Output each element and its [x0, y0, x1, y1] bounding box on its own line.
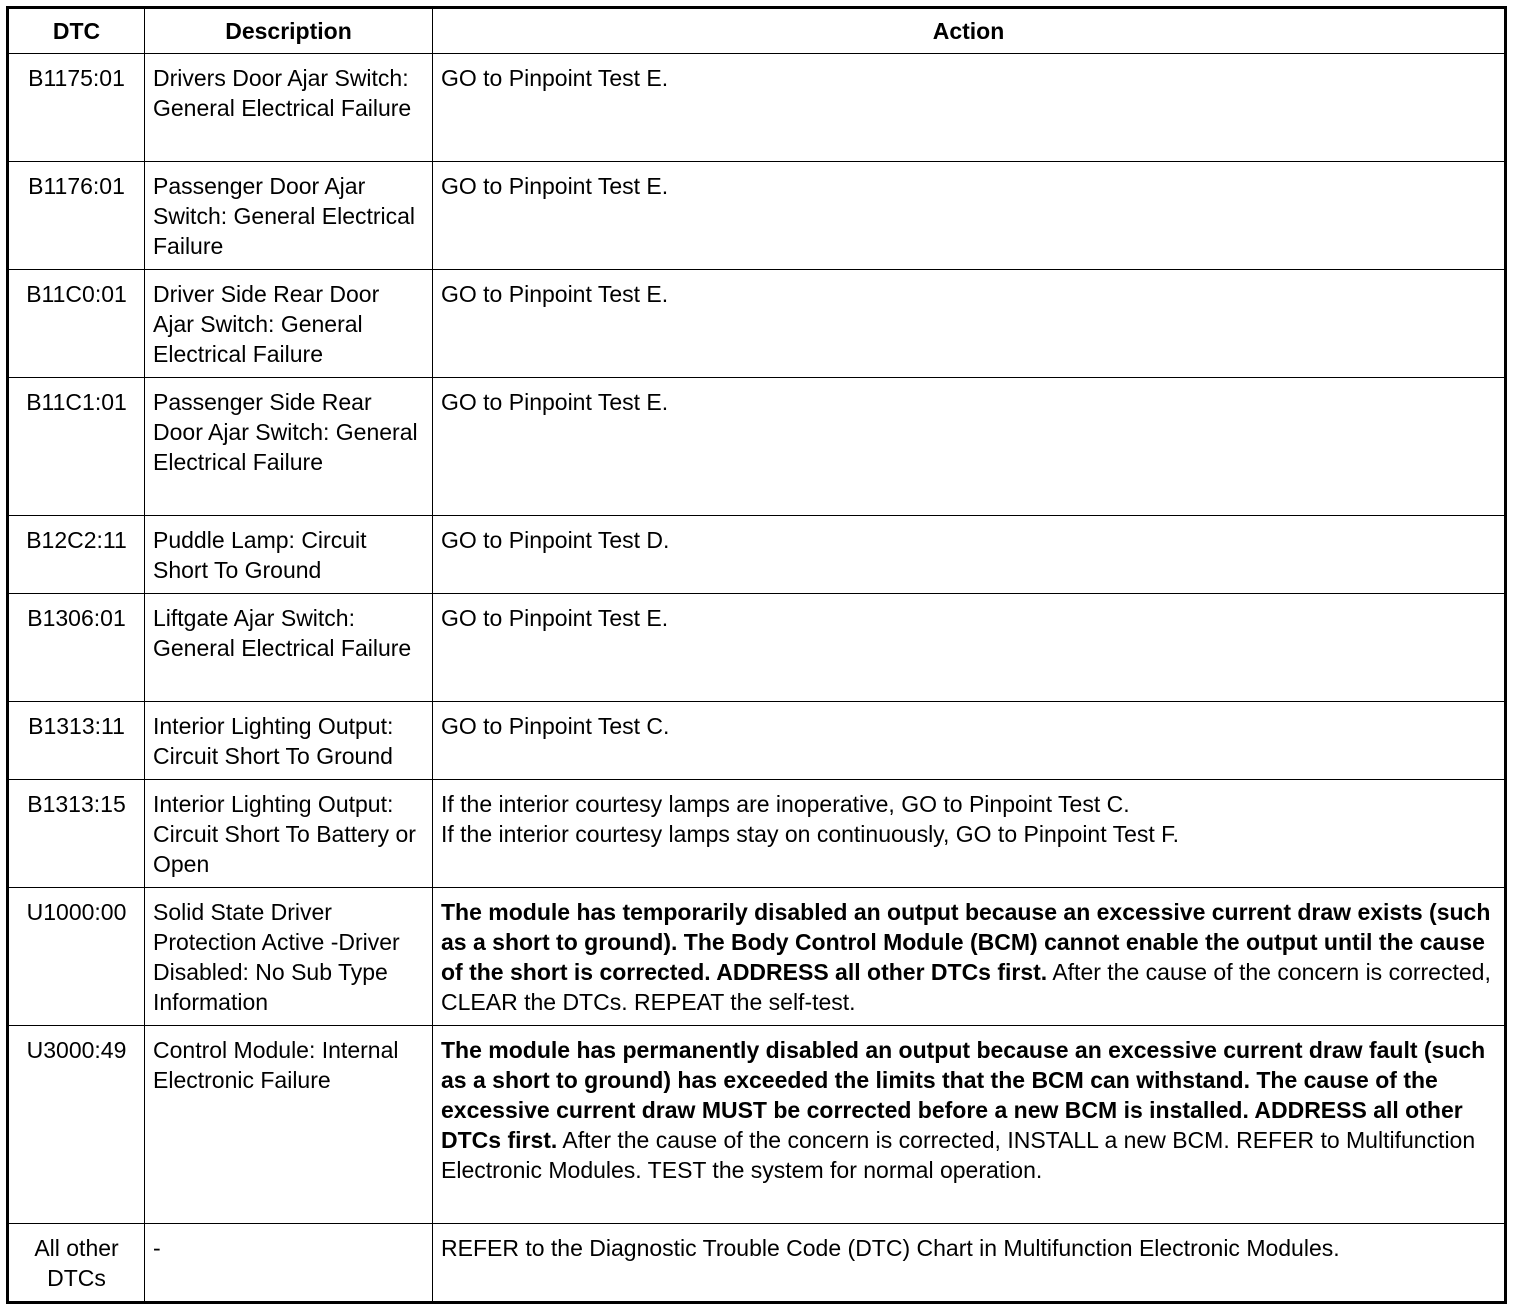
description-cell: Passenger Side Rear Door Ajar Switch: General Electrical Failure	[145, 378, 433, 516]
action-text: GO to Pinpoint Test E.	[441, 65, 669, 91]
description-cell: Control Module: Internal Electronic Failure	[145, 1026, 433, 1224]
action-line	[441, 789, 1496, 819]
action-line	[441, 819, 1496, 849]
action-cell	[433, 54, 1506, 162]
action-line	[441, 603, 1496, 633]
description-cell: -	[145, 1224, 433, 1303]
action-text: GO to Pinpoint Test C.	[441, 713, 670, 739]
dtc-code-cell: B11C0:01	[8, 270, 145, 378]
action-line	[441, 387, 1496, 417]
description-cell: Liftgate Ajar Switch: General Electrical Failure	[145, 594, 433, 702]
action-line	[441, 1035, 1496, 1185]
description-cell: Drivers Door Ajar Switch: General Electrical Failure	[145, 54, 433, 162]
dtc-code-cell: B1313:11	[8, 702, 145, 780]
action-text: GO to Pinpoint Test D.	[441, 527, 670, 553]
table-row	[8, 702, 1506, 780]
table-row	[8, 54, 1506, 162]
description-cell: Passenger Door Ajar Switch: General Electrical Failure	[145, 162, 433, 270]
action-cell	[433, 378, 1506, 516]
action-text: REFER to the Diagnostic Trouble Code (DTC) Chart in Multifunction Electronic Modules.	[441, 1235, 1340, 1261]
description-cell: Solid State Driver Protection Active -Driver Disabled: No Sub Type Information	[145, 888, 433, 1026]
header-dtc: DTC	[8, 8, 145, 54]
action-emphasis-text: The module has permanently disabled an output because an excessive current draw fault (such as a short to ground) has exceeded the limits that the BCM can withstand. The cause of the excessive current draw MUST be corrected before a new BCM is installed. ADDRESS all other DTCs first.	[441, 1037, 1486, 1153]
table-row	[8, 516, 1506, 594]
table-row	[8, 378, 1506, 516]
action-text: If the interior courtesy lamps stay on continuously, GO to Pinpoint Test F.	[441, 821, 1180, 847]
header-description: Description	[145, 8, 433, 54]
dtc-code-cell: U3000:49	[8, 1026, 145, 1224]
action-text: GO to Pinpoint Test E.	[441, 173, 669, 199]
description-cell: Interior Lighting Output: Circuit Short To Ground	[145, 702, 433, 780]
action-cell	[433, 270, 1506, 378]
table-row	[8, 1224, 1506, 1303]
action-line	[441, 171, 1496, 201]
action-cell	[433, 1224, 1506, 1303]
action-cell	[433, 594, 1506, 702]
dtc-table	[6, 6, 1507, 1304]
action-line	[441, 897, 1496, 1017]
header-row	[8, 8, 1506, 54]
action-line	[441, 1233, 1496, 1263]
table-row	[8, 1026, 1506, 1224]
action-cell	[433, 780, 1506, 888]
description-cell: Driver Side Rear Door Ajar Switch: General Electrical Failure	[145, 270, 433, 378]
action-text: GO to Pinpoint Test E.	[441, 605, 669, 631]
action-emphasis-text: The module has temporarily disabled an output because an excessive current draw exists (such as a short to ground). The Body Control Module (BCM) cannot enable the output until the cause of the short is corrected. ADDRESS all other DTCs first.	[441, 899, 1491, 985]
table-row	[8, 888, 1506, 1026]
dtc-code-cell: B12C2:11	[8, 516, 145, 594]
action-text: After the cause of the concern is corrected, CLEAR the DTCs. REPEAT the self-test.	[441, 959, 1491, 1015]
description-cell: Interior Lighting Output: Circuit Short To Battery or Open	[145, 780, 433, 888]
dtc-code-cell: U1000:00	[8, 888, 145, 1026]
action-text: GO to Pinpoint Test E.	[441, 281, 669, 307]
dtc-code-cell: B1306:01	[8, 594, 145, 702]
table-body	[8, 54, 1506, 1303]
action-cell	[433, 1026, 1506, 1224]
action-cell	[433, 702, 1506, 780]
action-cell	[433, 162, 1506, 270]
dtc-code-cell: B1176:01	[8, 162, 145, 270]
action-line	[441, 525, 1496, 555]
action-text: After the cause of the concern is corrected, INSTALL a new BCM. REFER to Multifunction Electronic Modules. TEST the system for normal operation.	[441, 1127, 1476, 1183]
table-row	[8, 162, 1506, 270]
action-cell	[433, 516, 1506, 594]
action-text: If the interior courtesy lamps are inoperative, GO to Pinpoint Test C.	[441, 791, 1130, 817]
table-row	[8, 270, 1506, 378]
dtc-code-cell: B1313:15	[8, 780, 145, 888]
header-action: Action	[433, 8, 1506, 54]
action-line	[441, 711, 1496, 741]
action-cell	[433, 888, 1506, 1026]
action-line	[441, 63, 1496, 93]
dtc-code-cell: B1175:01	[8, 54, 145, 162]
table-row	[8, 594, 1506, 702]
dtc-code-cell: B11C1:01	[8, 378, 145, 516]
table-row	[8, 780, 1506, 888]
dtc-code-cell: All other DTCs	[8, 1224, 145, 1303]
action-text: GO to Pinpoint Test E.	[441, 389, 669, 415]
action-line	[441, 279, 1496, 309]
description-cell: Puddle Lamp: Circuit Short To Ground	[145, 516, 433, 594]
